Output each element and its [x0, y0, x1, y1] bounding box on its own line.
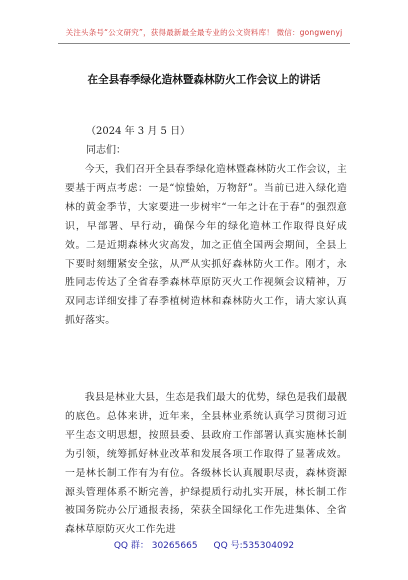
document-title: 在全县春季绿化造林暨森林防火工作会议上的讲话: [87, 74, 321, 86]
paragraph-text: 今天，我们召开全县春季绿化造林暨森林防火工作会议，主要基于两点考虑：一是“惊蛰始，万物舒”。当前已进入绿化造林的黄金季节，大家要进一步树牢“一年之计在于春”的强烈意识，早部署、早行动，确保今年的绿化造林工作取得良好成效。二是近期森林火灾高发，加之正值全国两会期间，全县上下要时刻绷紧安全弦，从严从实抓好森林防火工作。刚才，永胜同志传达了全省春季森林草原防灭火工作视频会议精神，万双同志详细安排了春季植树造林和森林防火工作，请大家认真抓好落实。: [65, 164, 347, 327]
qq-group-number: QQ 群： 30265665: [113, 541, 198, 551]
body-paragraph-1: [65, 161, 347, 331]
paragraph-text: 我县是林业大县，生态是我们最大的优势，绿色是我们最靓的底色。总体来讲，近年来，全县林业系统认真学习贯彻习近平生态文明思想，按照县委、县政府工作部署认真实施林长制为引领，统筹抓好林业改革和发展各项工作取得了显著成效。一是林长制工作有为有位。各级林长认真履职尽责，森林资源源头管理体系不断完善，护绿提质行动扎实开展，林长制工作被国务院办公厅通报表扬，荣获全国绿化工作先进集体、全省森林草原防灭火工作先进: [65, 392, 347, 536]
speech-date: （2024 年 3 月 5 日）: [86, 126, 191, 137]
body-paragraph-2: [65, 389, 347, 540]
salutation: 同志们：: [86, 145, 126, 156]
header-note: 关注头条号“公文研究”，获得最新最全最专业的公文资料库！ 微信：gongwenyj: [65, 28, 343, 37]
qq-account-number: QQ 号:535304092: [213, 541, 295, 551]
header-divider: [58, 43, 350, 44]
footer-contact: [0, 538, 408, 551]
